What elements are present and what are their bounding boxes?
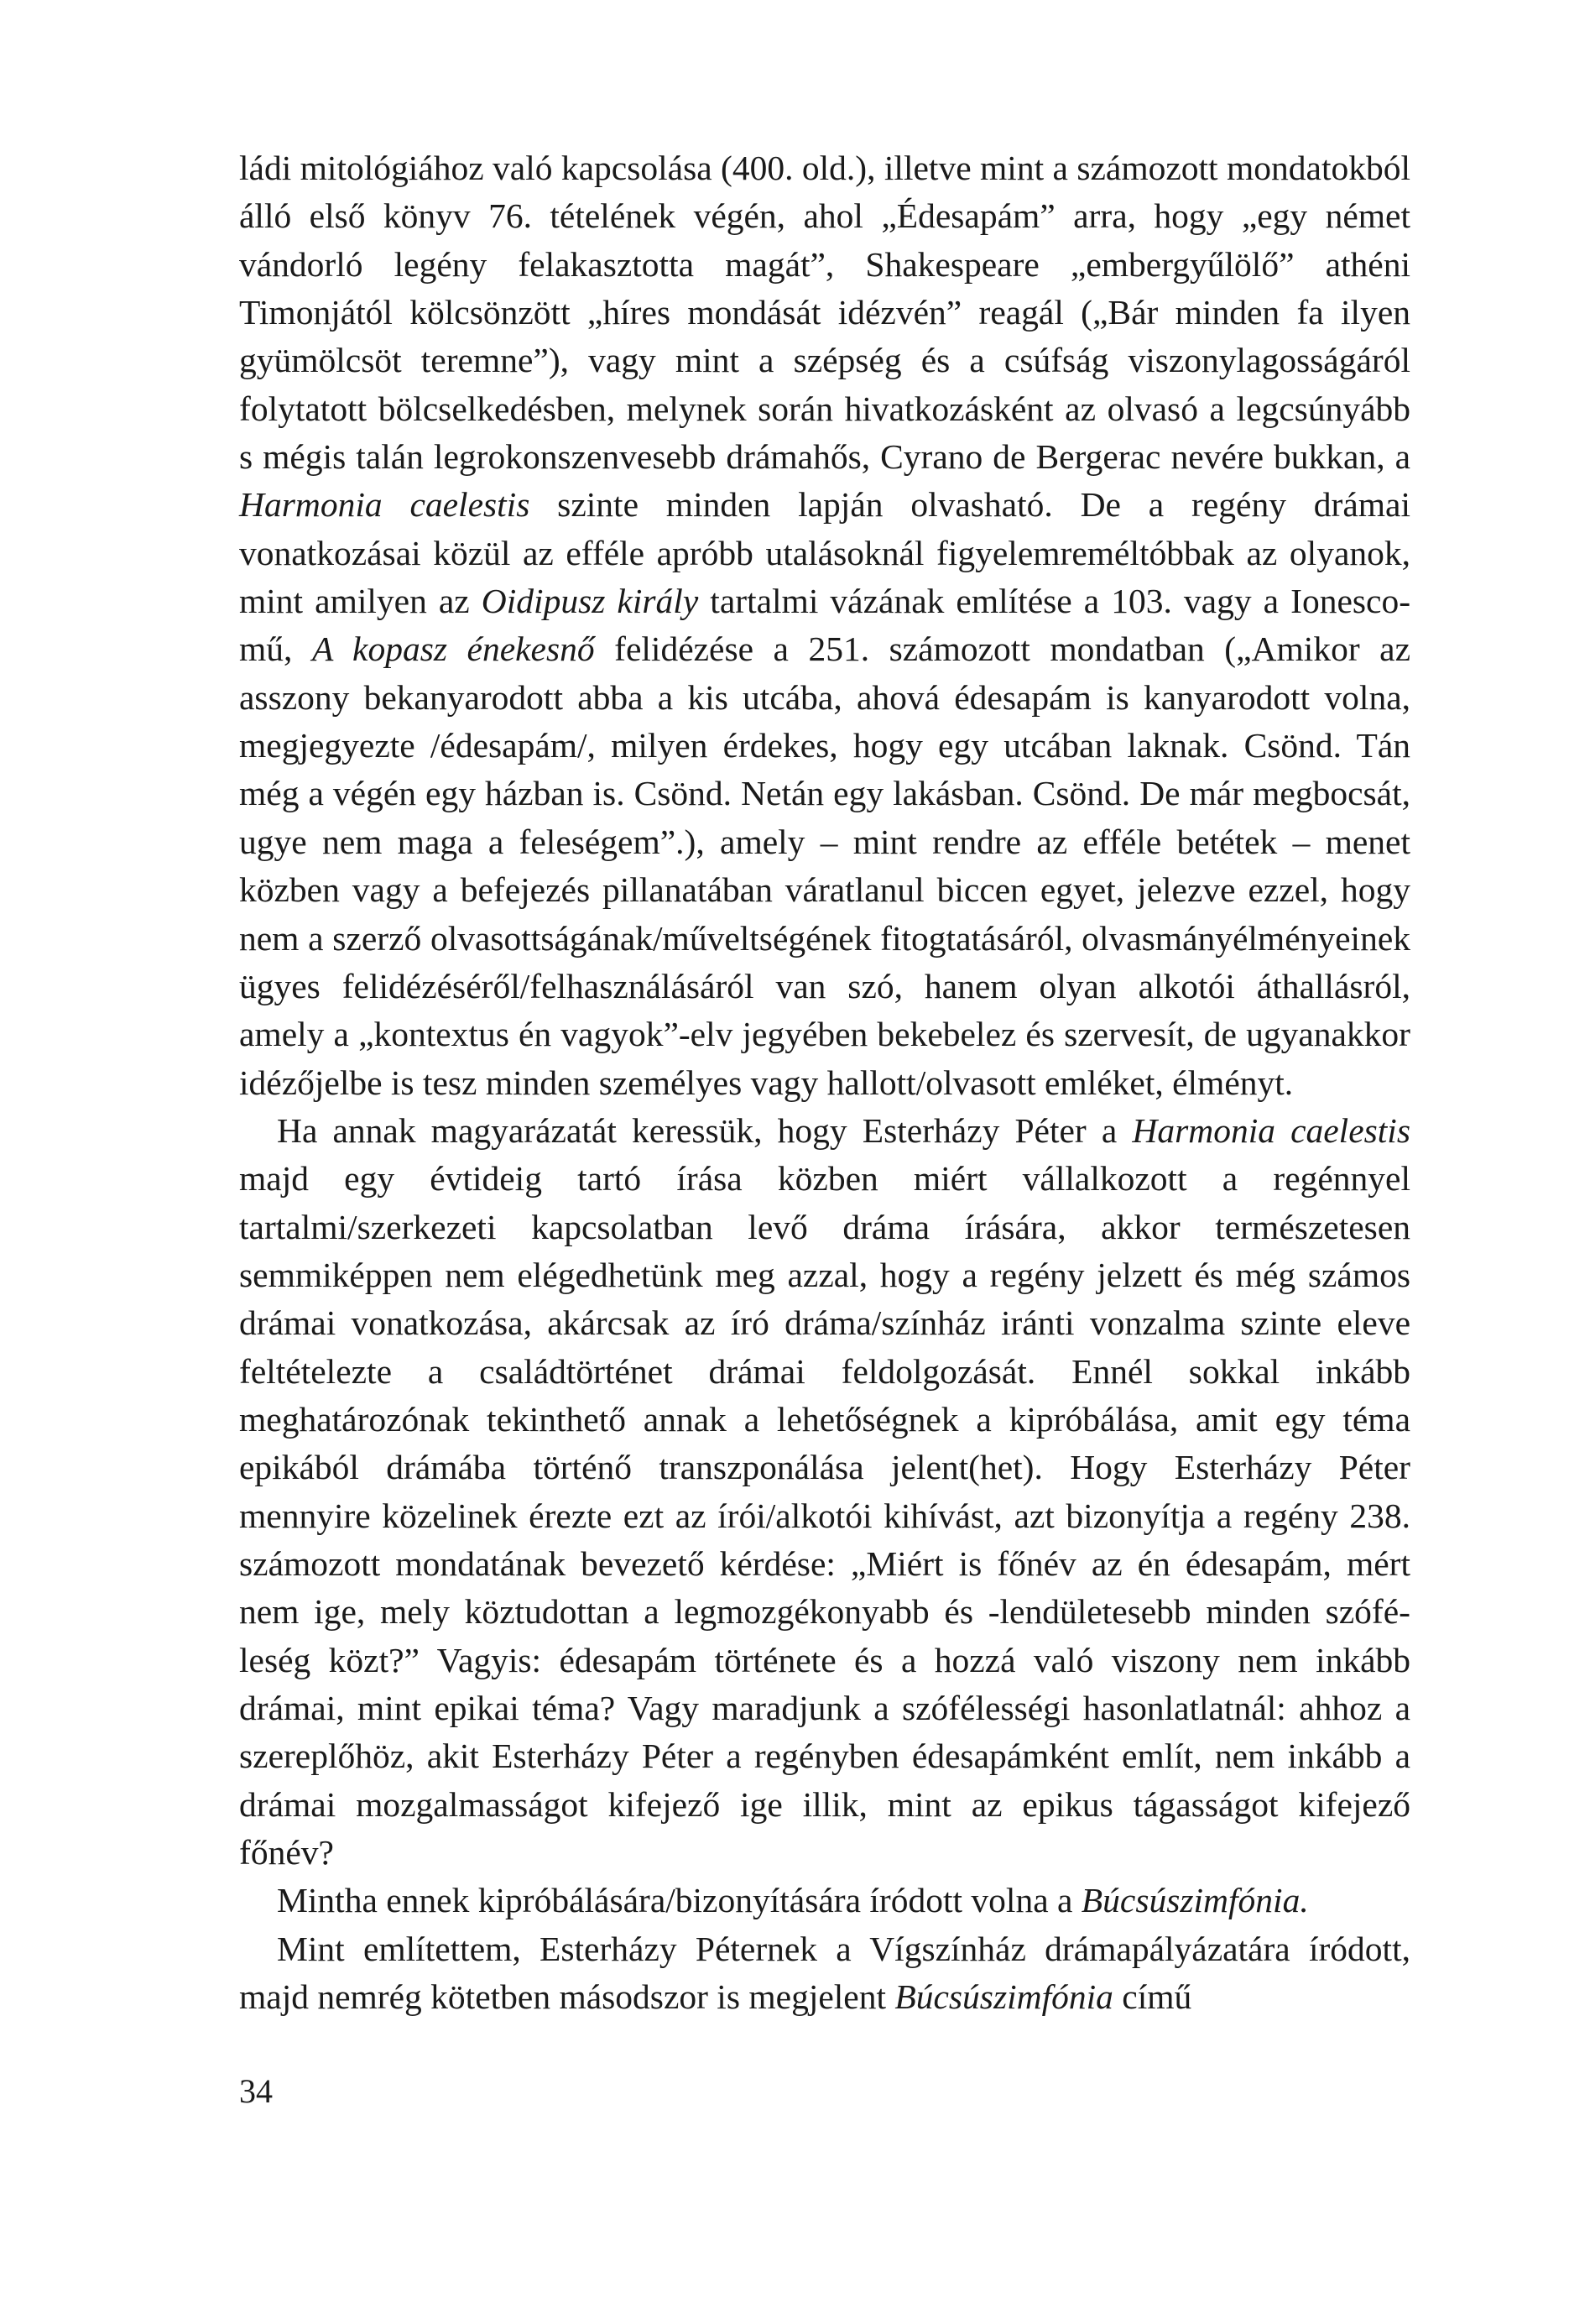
- book-title-bucsuszimfonia: Búcsúszimfónia.: [1081, 1881, 1309, 1920]
- text-run: majd egy évtideig tartó írása közben miért vállalkozott a regénnyel tartalmi/szerkezeti kapcsolatban levő dráma írására, akkor természetesen semmiképpen nem elégedhetünk meg azzal, hogy a regény jelzett és még számos drámai vonatkozása, akárcsak az író dráma/színház iránti vonzalma szinte eleve feltételezte a családtörténet drámai feldolgozását. Ennél sokkal inkább meghatározónak tekinthető annak a lehetőségnek a kipróbálása, amit egy téma epikából drámába történő transzponálása jelent(het). Hogy Esterházy Péter mennyire közelinek érezte ezt az írói/alkotói kihívást, azt bizonyítja a regény 238. számozott mondatának bevezető kérdése: „Miért is főnév az én édesapám, mért nem ige, mely köztudottan a legmozgékonyabb és -lendületesebb minden szóféleség közt?” Vagyis: édesapám története és a hozzá való viszony nem inkább drámai, mint epikai téma? Vagy maradjunk a szófélességi hasonlatlatnál: ahhoz a szereplőhöz, akit Esterházy Péter a regényben édesapámként említ, nem inkább a drámai mozgalmasságot kifejező ige illik, mint az epikus tágasságot kifejező főnév?: [239, 1159, 1410, 1872]
- text-run: című: [1113, 1977, 1192, 2017]
- text-run: Mint említettem, Esterházy Péternek a Vígszínház drámapályázatára íródott, majd nemrég kötetben másodszor is megjelent: [239, 1929, 1410, 2017]
- book-title-kopasz-enekesno: A kopasz énekesnő: [311, 629, 595, 669]
- text-run: tartalmi vázának említése a 103. vagy a Ionesco-mű,: [239, 582, 1411, 669]
- paragraph-3: [239, 1877, 1410, 1924]
- paragraph-1: [239, 144, 1410, 1107]
- paragraph-4: [239, 1925, 1410, 2022]
- paragraph-2: [239, 1107, 1410, 1877]
- text-run: szinte minden lapján olvasható. De a regény drámai vonatkozásai közül az efféle apróbb utalásoknál figyelemreméltóbbak az olyanok, mint amilyen az: [239, 485, 1410, 621]
- book-title-oidipusz-kiraly: Oidipusz király: [481, 582, 699, 621]
- book-title-harmonia-caelestis: Harmonia caelestis: [1132, 1110, 1410, 1150]
- text-run: Mintha ennek kipróbálására/bizonyítására íródott volna a: [277, 1881, 1082, 1920]
- body-text: [239, 144, 1410, 2021]
- text-run: Ha annak magyarázatát keressük, hogy Esterházy Péter a: [277, 1110, 1133, 1150]
- book-title-harmonia-caelestis: Harmonia caelestis: [239, 485, 530, 525]
- page-number: 34: [239, 2072, 273, 2110]
- text-run: felidézése a 251. számozott mondatban („Amikor az asszony bekanyarodott abba a kis utcába, ahová édesapám is kanyarodott volna, megjegyezte /édesapám/, milyen érdekes, hogy egy utcában laknak. Csönd. Tán még a végén egy házban is. Csönd. Netán egy lakásban. Csönd. De már megbocsát, ugye nem maga a feleségem”.), amely – mint rendre az efféle betétek – menet közben vagy a befejezés pillanatában váratlanul biccen egyet, jelezve ezzel, hogy nem a szerző olvasottságának/műveltségének fitogtatásáról, olvasmányélményeinek ügyes felidézéséről/felhasználásáról van szó, hanem olyan alkotói áthallásról, amely a „kontextus én vagyok”-elv jegyében bekebelez és szervesít, de ugyanakkor idézőjelbe is tesz minden személyes vagy hallott/olvasott emléket, élményt.: [239, 629, 1410, 1102]
- text-run: ládi mitológiához való kapcsolása (400. old.), illetve mint a számozott mondatokból álló első könyv 76. tételének végén, ahol „Édesapám” arra, hogy „egy német vándorló legény felakasztotta magát”, Shakespeare „embergyűlölő” athéni Timonjától kölcsönzött „híres mondását idézvén” reagál („Bár minden fa ilyen gyümölcsöt teremne”), vagy mint a szépség és a csúfság viszonylagosságáról folytatott bölcselkedésben, melynek során hivatkozásként az olvasó a legcsúnyább s mégis talán legrokonszenvesebb drámahős, Cyrano de Bergerac nevére bukkan, a: [239, 149, 1410, 477]
- book-title-bucsuszimfonia: Búcsúszimfónia: [894, 1977, 1113, 2017]
